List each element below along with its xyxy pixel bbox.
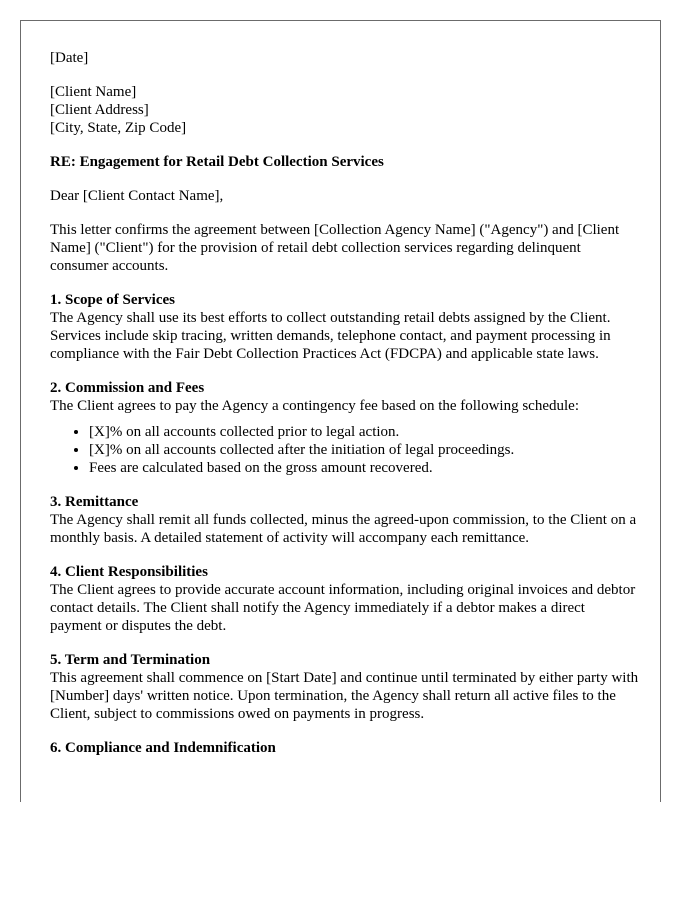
- section-remittance: [50, 493, 640, 547]
- section-compliance: [50, 739, 640, 757]
- client-city-state-zip: [City, State, Zip Code]: [50, 120, 187, 136]
- fee-schedule-list: [50, 423, 640, 477]
- section-body-responsibilities: The Client agrees to provide accurate account information, including original invoices and debtor contact details. The Client shall notify the Agency immediately if a debtor makes a direct payment or disputes the debt.: [50, 582, 636, 634]
- section-title-responsibilities: 4. Client Responsibilities: [50, 564, 208, 580]
- section-term: [50, 651, 640, 723]
- section-title-term: 5. Term and Termination: [50, 652, 211, 668]
- letter-content: [50, 49, 640, 757]
- salutation: Dear [Client Contact Name],: [50, 188, 224, 204]
- section-body-commission: The Client agrees to pay the Agency a contingency fee based on the following schedule:: [50, 398, 579, 414]
- letter-page: [20, 20, 661, 802]
- section-body-scope: The Agency shall use its best efforts to collect outstanding retail debts assigned by the Client. Services include skip tracing, written demands, telephone contact, and payment processing in compliance with the Fair Debt Collection Practices Act (FDCPA) and applicable state laws.: [50, 310, 611, 362]
- section-title-commission: 2. Commission and Fees: [50, 380, 205, 396]
- client-name: [Client Name]: [50, 84, 137, 100]
- section-title-scope: 1. Scope of Services: [50, 292, 175, 308]
- list-item: • Fees are calculated based on the gross amount recovered.: [89, 459, 640, 477]
- intro-paragraph: This letter confirms the agreement between [Collection Agency Name] ("Agency") and [Client Name] ("Client") for the provision of retail debt collection services regarding delinquent consumer accounts.: [50, 222, 620, 274]
- section-body-remittance: The Agency shall remit all funds collected, minus the agreed-upon commission, to the Client on a monthly basis. A detailed statement of activity will accompany each remittance.: [50, 512, 637, 546]
- section-body-term: This agreement shall commence on [Start Date] and continue until terminated by either party with [Number] days' written notice. Upon termination, the Agency shall return all active files to the Client, subject to commissions owed on payments in progress.: [50, 670, 639, 722]
- section-commission: [50, 379, 640, 477]
- client-address: [Client Address]: [50, 102, 149, 118]
- section-scope: [50, 291, 640, 363]
- letter-date: [Date]: [50, 50, 89, 66]
- list-item: • [X]% on all accounts collected prior to legal action.: [89, 423, 640, 441]
- section-title-compliance: 6. Compliance and Indemnification: [50, 740, 276, 756]
- section-title-remittance: 3. Remittance: [50, 494, 139, 510]
- list-item: • [X]% on all accounts collected after the initiation of legal proceedings.: [89, 441, 640, 459]
- re-line: RE: Engagement for Retail Debt Collection Services: [50, 154, 384, 170]
- date-block: [50, 49, 640, 67]
- client-address-block: [50, 83, 640, 137]
- section-responsibilities: [50, 563, 640, 635]
